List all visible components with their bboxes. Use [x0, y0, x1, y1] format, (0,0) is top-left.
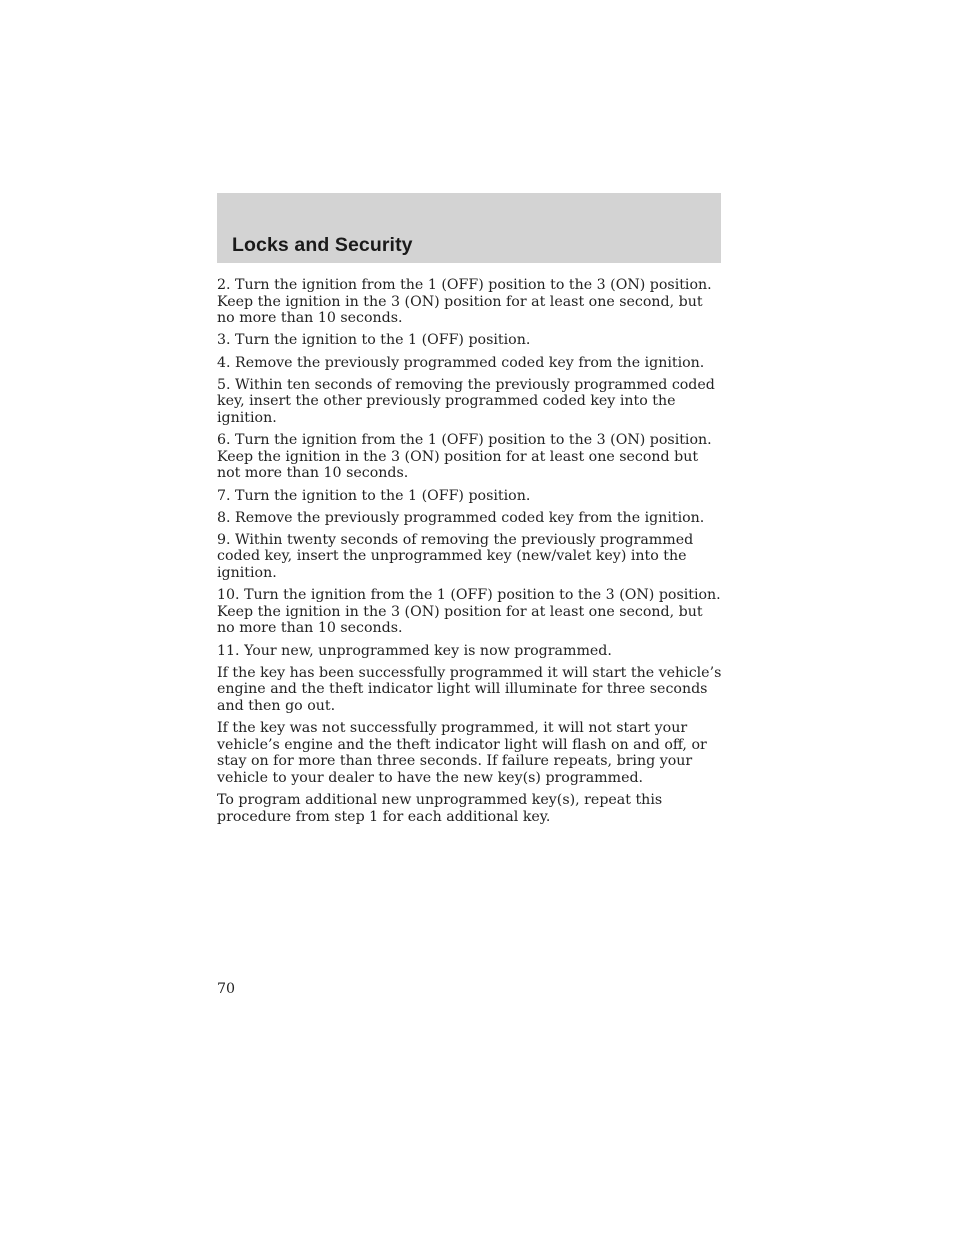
page-number: 70: [217, 981, 236, 997]
success-note-paragraph: If the key has been successfully programmed it will start the vehicle’s engine and the theft indicator light will illuminate for three seconds and then go out.: [217, 664, 722, 714]
step-2-paragraph: 2. Turn the ignition from the 1 (OFF) position to the 3 (ON) position. Keep the ignition in the 3 (ON) position for at least one second, but no more than 10 seconds.: [217, 277, 712, 327]
body-text: [217, 277, 723, 831]
step-9-paragraph: 9. Within twenty seconds of removing the previously programmed coded key, insert the unprogrammed key (new/valet key) into the ignition.: [217, 531, 694, 582]
step-11-paragraph: 11. Your new, unprogrammed key is now programmed.: [217, 642, 612, 659]
step-10-paragraph: 10. Turn the ignition from the 1 (OFF) position to the 3 (ON) position. Keep the ignition in the 3 (ON) position for at least one second, but no more than 10 seconds.: [217, 587, 721, 637]
step-8-paragraph: 8. Remove the previously programmed coded key from the ignition.: [217, 509, 705, 526]
step-7-paragraph: 7. Turn the ignition to the 1 (OFF) position.: [217, 487, 531, 504]
section-header-band: [217, 193, 721, 263]
step-3-paragraph: 3. Turn the ignition to the 1 (OFF) position.: [217, 332, 531, 349]
step-6-paragraph: 6. Turn the ignition from the 1 (OFF) position to the 3 (ON) position. Keep the ignition in the 3 (ON) position for at least one second but not more than 10 seconds.: [217, 432, 712, 482]
step-5-paragraph: 5. Within ten seconds of removing the previously programmed coded key, insert the other previously programmed coded key into the ignition.: [217, 376, 715, 426]
additional-keys-paragraph: To program additional new unprogrammed key(s), repeat this procedure from step 1 for each additional key.: [217, 792, 663, 825]
failure-note-paragraph: If the key was not successfully programmed, it will not start your vehicle’s engine and the theft indicator light will flash on and off, or stay on for more than three seconds. If failure repeats, bring your vehicle to your dealer to have the new key(s) programmed.: [217, 720, 707, 786]
step-4-paragraph: 4. Remove the previously programmed coded key from the ignition.: [217, 354, 705, 371]
section-title: Locks and Security: [232, 234, 413, 256]
